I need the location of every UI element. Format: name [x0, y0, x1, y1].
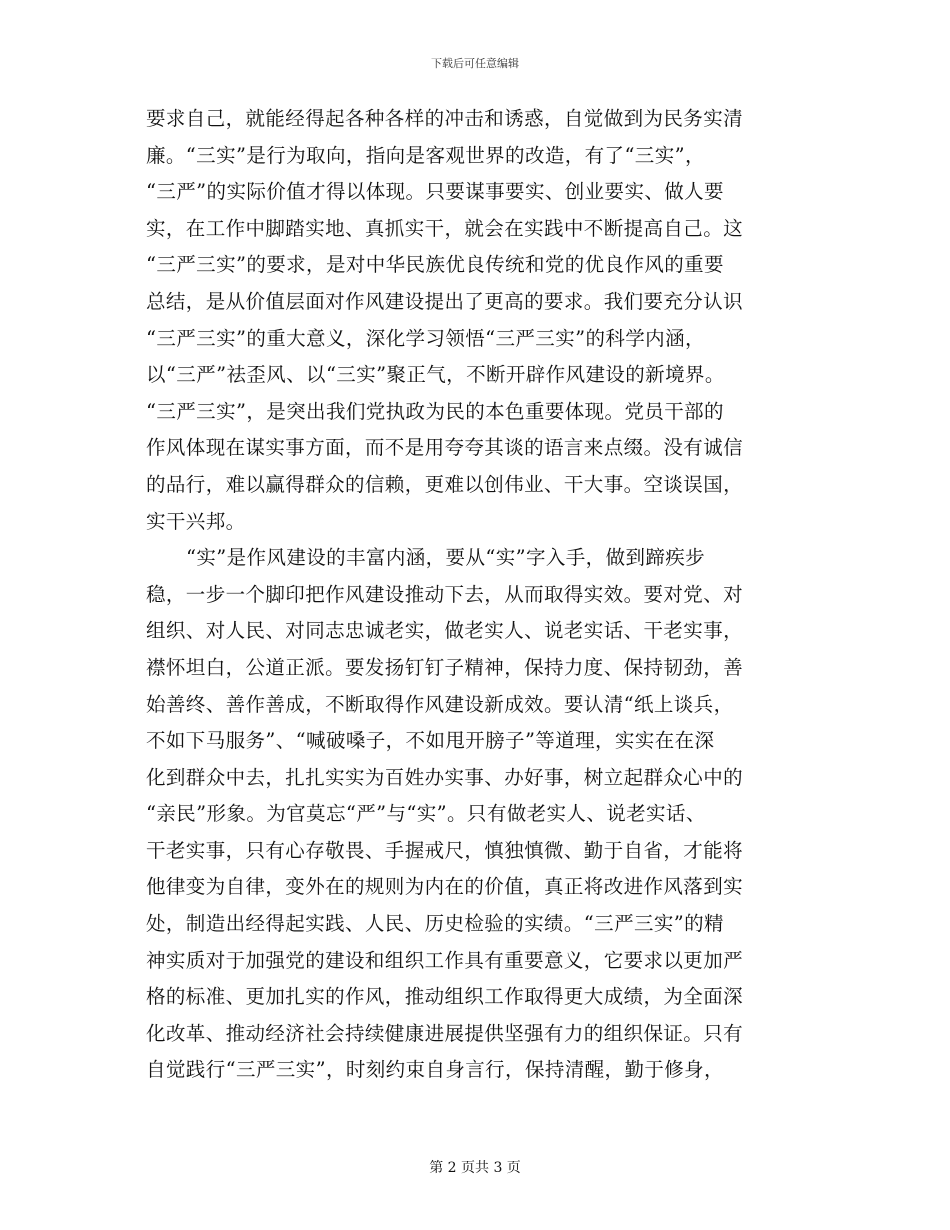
text-line: 处，制造出经得起实践、人民、历史检验的实绩。“三严三实”的精: [146, 912, 724, 936]
text-line: “三严三实”的重大意义，深化学习领悟“三严三实”的科学内涵，: [146, 326, 705, 350]
text-line: 化到群众中去，扎扎实实为百姓办实事、办好事，树立起群众心中的: [146, 765, 744, 789]
text-line: 自觉践行“三严三实”，时刻约束自身言行，保持清醒，勤于修身，: [146, 1058, 724, 1082]
text-line: 稳，一步一个脚印把作风建设推动下去，从而取得实效。要对党、对: [146, 582, 744, 606]
text-line: “亲民”形象。为官莫忘“严”与“实”。只有做老实人、说老实话、: [146, 802, 706, 826]
text-line: 化改革、推动经济社会持续健康进展提供坚强有力的组织保证。只有: [146, 1021, 744, 1045]
text-line: 不如下马服务”、“喊破嗓子，不如甩开膀子”等道理，实实在在深: [146, 729, 715, 753]
text-line: 以“三严”祛歪风、以“三实”聚正气，不断开辟作风建设的新境界。: [146, 363, 725, 387]
text-line: 始善终、善作善成，不断取得作风建设新成效。要认清“纸上谈兵，: [146, 692, 734, 716]
page-number: 第 2 页共 3 页: [429, 1160, 521, 1176]
text-line: “三严三实”，是突出我们党执政为民的本色重要体现。党员干部的: [146, 399, 724, 423]
text-line: 组织、对人民、对同志忠诚老实，做老实人、说老实话、干老实事，: [146, 619, 744, 643]
text-line: 神实质对于加强党的建设和组织工作具有重要意义，它要求以更加严: [146, 948, 744, 972]
text-line: 要求自己，就能经得起各种各样的冲击和诱惑，自觉做到为民务实清: [146, 107, 744, 130]
text-line: 作风体现在谋实事方面，而不是用夸夸其谈的语言来点缀。没有诚信: [146, 436, 744, 460]
header-note: 下载后可任意编辑: [431, 57, 519, 70]
text-line: 他律变为自律，变外在的规则为内在的价值，真正将改进作风落到实: [146, 875, 744, 899]
text-line: “三严”的实际价值才得以体现。只要谋事要实、创业要实、做人要: [146, 180, 724, 204]
text-line: 干老实事，只有心存敬畏、手握戒尺，慎独慎微、勤于自省，才能将: [146, 838, 744, 862]
text-line: 襟怀坦白，公道正派。要发扬钉钉子精神，保持力度、保持韧劲，善: [146, 655, 744, 679]
document-body: [146, 101, 808, 1089]
text-line: 的品行，难以赢得群众的信赖，更难以创伟业、干大事。空谈误国，: [146, 472, 744, 496]
text-line: 廉。“三实”是行为取向，指向是客观世界的改造，有了“三实”，: [146, 143, 705, 167]
paragraph-first-line: “实”是作风建设的丰富内涵，要从“实”字入手，做到蹄疾步: [186, 546, 706, 570]
text-line: 实，在工作中脚踏实地、真抓实干，就会在实践中不断提高自己。这: [146, 216, 744, 240]
text-line: “三严三实”的要求，是对中华民族优良传统和党的优良作风的重要: [146, 253, 724, 277]
text-line: 实干兴邦。: [146, 509, 246, 533]
text-line: 总结，是从价值层面对作风建设提出了更高的要求。我们要充分认识: [146, 289, 744, 313]
text-line: 格的标准、更加扎实的作风，推动组织工作取得更大成绩，为全面深: [146, 985, 744, 1009]
